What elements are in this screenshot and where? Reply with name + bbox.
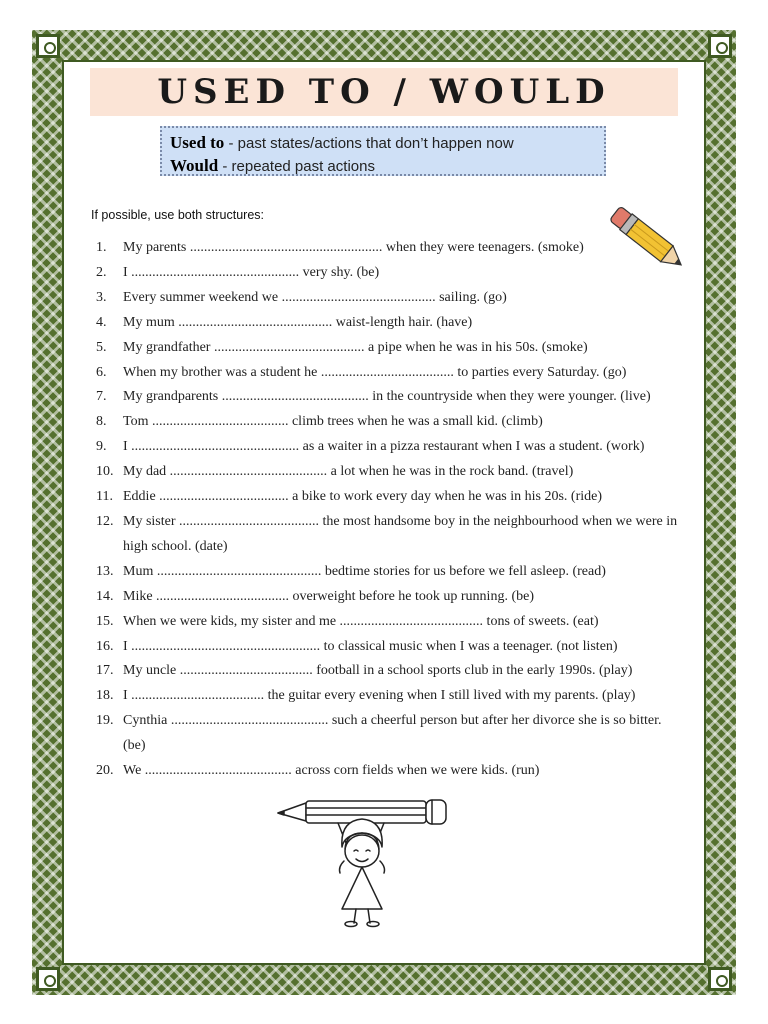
list-item — [96, 684, 686, 709]
item-number: 2. — [96, 264, 107, 280]
item-number: 17. — [96, 663, 114, 679]
item-number: 15. — [96, 613, 114, 629]
item-number: 10. — [96, 464, 114, 480]
list-item — [96, 336, 686, 361]
item-number: 14. — [96, 588, 114, 604]
exercise-list — [96, 236, 686, 784]
item-sentence: My grandparents .......................................... in the countryside when they were younger. (live) — [123, 389, 651, 405]
item-number: 1. — [96, 240, 107, 255]
item-number: 8. — [96, 414, 107, 430]
item-sentence: When my brother was a student he ...................................... to parties every Saturday. (go) — [123, 364, 627, 380]
rule-would — [170, 155, 596, 178]
list-item — [96, 585, 686, 610]
item-sentence: My uncle ...................................... football in a school sports club in the early 1990s. (play) — [123, 663, 633, 679]
item-sentence: Tom ....................................... climb trees when he was a small kid. (climb) — [123, 414, 543, 430]
list-item — [96, 610, 686, 635]
item-sentence: When we were kids, my sister and me ......................................... tons of sweets. (eat) — [123, 613, 599, 629]
item-sentence: I ................................................ very shy. (be) — [123, 264, 380, 280]
item-number: 16. — [96, 638, 114, 654]
list-item — [96, 510, 686, 560]
item-number: 13. — [96, 563, 114, 579]
item-sentence: Mike ...................................... overweight before he took up running. (be) — [123, 588, 534, 604]
corner-ornament — [708, 967, 732, 991]
item-sentence: I ................................................ as a waiter in a pizza restaurant when I was a student. (work) — [123, 439, 645, 455]
corner-ornament — [36, 34, 60, 58]
list-item — [96, 410, 686, 435]
item-sentence: We .......................................... across corn fields when we were kids. (run) — [123, 763, 540, 779]
rule-term: Used to — [170, 133, 225, 152]
item-sentence: Mum ............................................... bedtime stories for us before we fell asleep. (read) — [123, 563, 606, 579]
list-item — [96, 759, 686, 784]
list-item — [96, 709, 686, 759]
item-sentence: Every summer weekend we ............................................ sailing. (go) — [123, 289, 507, 305]
item-number: 19. — [96, 713, 114, 729]
item-sentence: My parents ....................................................... when they were teenagers. (smoke) — [123, 240, 584, 255]
item-sentence: I ...................................... the guitar every evening when I still lived with my parents. (play) — [123, 688, 636, 704]
list-item — [96, 460, 686, 485]
list-item — [96, 286, 686, 311]
item-number: 4. — [96, 314, 107, 330]
item-sentence: Eddie ..................................... a bike to work every day when he was in his 20s. (ride) — [123, 489, 603, 505]
girl-holding-pencil-icon — [272, 795, 454, 929]
item-sentence: My dad ............................................. a lot when he was in the rock band. (travel) — [123, 464, 574, 480]
list-item — [96, 236, 686, 261]
instruction-text: If possible, use both structures: — [91, 208, 265, 222]
rule-used-to — [170, 132, 596, 155]
item-sentence: My grandfather ........................................... a pipe when he was in his 50s. (smoke) — [123, 339, 588, 355]
corner-ornament — [36, 967, 60, 991]
list-item — [96, 311, 686, 336]
item-number: 5. — [96, 339, 107, 355]
item-sentence: My mum ............................................ waist-length hair. (have) — [123, 314, 473, 330]
list-item — [96, 635, 686, 660]
item-number: 3. — [96, 289, 107, 305]
grammar-rules-box — [160, 126, 606, 176]
rule-description: - repeated past actions — [218, 158, 375, 175]
item-number: 20. — [96, 763, 114, 779]
corner-ornament — [708, 34, 732, 58]
list-item — [96, 435, 686, 460]
item-number: 18. — [96, 688, 114, 704]
title-band — [90, 68, 678, 116]
rule-term: Would — [170, 156, 219, 175]
list-item — [96, 361, 686, 386]
page-title: USED TO / WOULD — [157, 72, 611, 112]
list-item — [96, 485, 686, 510]
list-item — [96, 261, 686, 286]
list-item — [96, 659, 686, 684]
item-number: 6. — [96, 364, 107, 380]
rule-description: - past states/actions that don’t happen now — [224, 135, 514, 152]
item-number: 11. — [96, 489, 113, 505]
item-number: 9. — [96, 439, 107, 455]
list-item — [96, 560, 686, 585]
item-sentence: I ...................................................... to classical music when I was a teenager. (not listen) — [123, 638, 618, 654]
item-sentence: My sister ........................................ the most handsome boy in the neighbourhood when we were in high school. (date) — [123, 513, 678, 554]
item-number: 7. — [96, 389, 107, 405]
item-number: 12. — [96, 513, 114, 529]
item-sentence: Cynthia ............................................. such a cheerful person but after her divorce she is so bitter. (be) — [123, 713, 662, 754]
list-item — [96, 385, 686, 410]
